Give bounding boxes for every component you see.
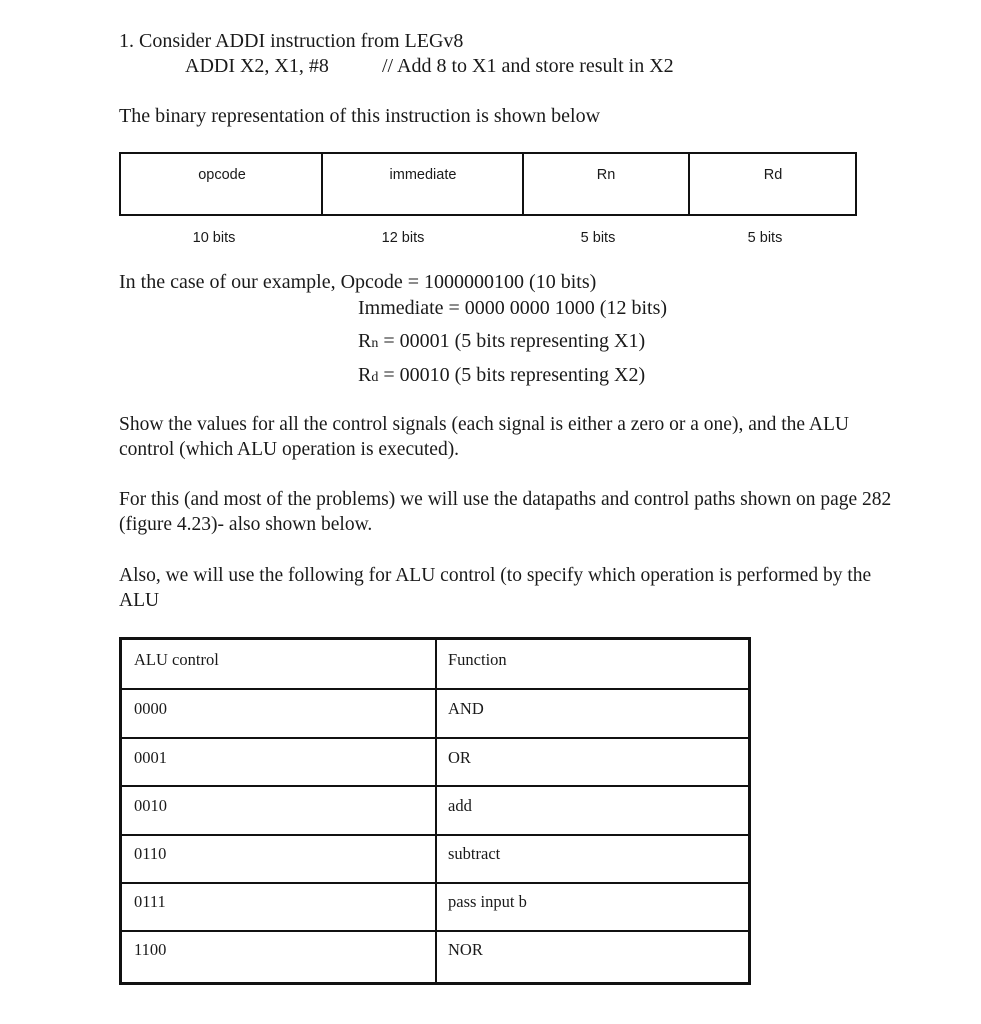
field-immediate-bits: 12 bits — [381, 230, 425, 246]
table-row-divider — [122, 737, 748, 739]
table-row-divider — [122, 688, 748, 690]
table-cell-function: subtract — [448, 844, 501, 863]
example-rn-line: Rn = 00001 (5 bits representing X1) — [358, 330, 646, 352]
field-rn-label: Rn — [596, 167, 616, 183]
table-cell-function: NOR — [448, 940, 483, 959]
table-cell-alu-control: 0010 — [134, 796, 167, 815]
table-row-divider — [122, 785, 748, 787]
paragraph-alu-control-line2: ALU — [119, 590, 160, 611]
table-cell-function: AND — [448, 699, 484, 718]
table-cell-function: OR — [448, 748, 471, 767]
field-divider — [688, 154, 690, 214]
field-rd-label: Rd — [763, 167, 783, 183]
paragraph-control-signals-line2: control (which ALU operation is executed). — [119, 439, 460, 460]
table-cell-alu-control: 0000 — [134, 699, 167, 718]
table-cell-alu-control: 0110 — [134, 844, 167, 863]
paragraph-alu-control-line1: Also, we will use the following for ALU control (to specify which operation is performed by the — [119, 565, 872, 586]
field-rn-bits: 5 bits — [580, 230, 616, 246]
field-opcode-bits: 10 bits — [192, 230, 236, 246]
table-cell-alu-control: 1100 — [134, 940, 167, 959]
table-cell-alu-control: 0001 — [134, 748, 167, 767]
field-rd-bits: 5 bits — [747, 230, 783, 246]
table-header-function: Function — [448, 650, 507, 669]
table-cell-function: pass input b — [448, 892, 527, 911]
binary-intro: The binary representation of this instruction is shown below — [119, 105, 601, 127]
table-row-divider — [122, 834, 748, 836]
question-title: 1. Consider ADDI instruction from LEGv8 — [119, 30, 464, 52]
table-header-alu-control: ALU control — [134, 650, 219, 669]
alu-control-table — [119, 637, 751, 985]
field-divider — [321, 154, 323, 214]
table-cell-function: add — [448, 796, 472, 815]
table-cell-alu-control: 0111 — [134, 892, 166, 911]
field-immediate-label: immediate — [389, 167, 457, 183]
table-row-divider — [122, 930, 748, 932]
example-immediate-line: Immediate = 0000 0000 1000 (12 bits) — [358, 297, 668, 319]
instruction-comment: // Add 8 to X1 and store result in X2 — [382, 55, 674, 77]
instruction-format-box — [119, 152, 857, 216]
paragraph-control-signals-line1: Show the values for all the control signals (each signal is either a zero or a one), and the ALU — [119, 414, 849, 435]
paragraph-datapath-line1: For this (and most of the problems) we will use the datapaths and control paths shown on page 282 — [119, 489, 892, 510]
paragraph-datapath-line2: (figure 4.23)- also shown below. — [119, 514, 373, 535]
example-opcode-line: In the case of our example, Opcode = 1000000100 (10 bits) — [119, 271, 597, 293]
example-rd-line: Rd = 00010 (5 bits representing X2) — [358, 364, 646, 386]
field-divider — [522, 154, 524, 214]
instruction-text: ADDI X2, X1, #8 — [185, 55, 329, 77]
table-row-divider — [122, 882, 748, 884]
field-opcode-label: opcode — [198, 167, 246, 183]
